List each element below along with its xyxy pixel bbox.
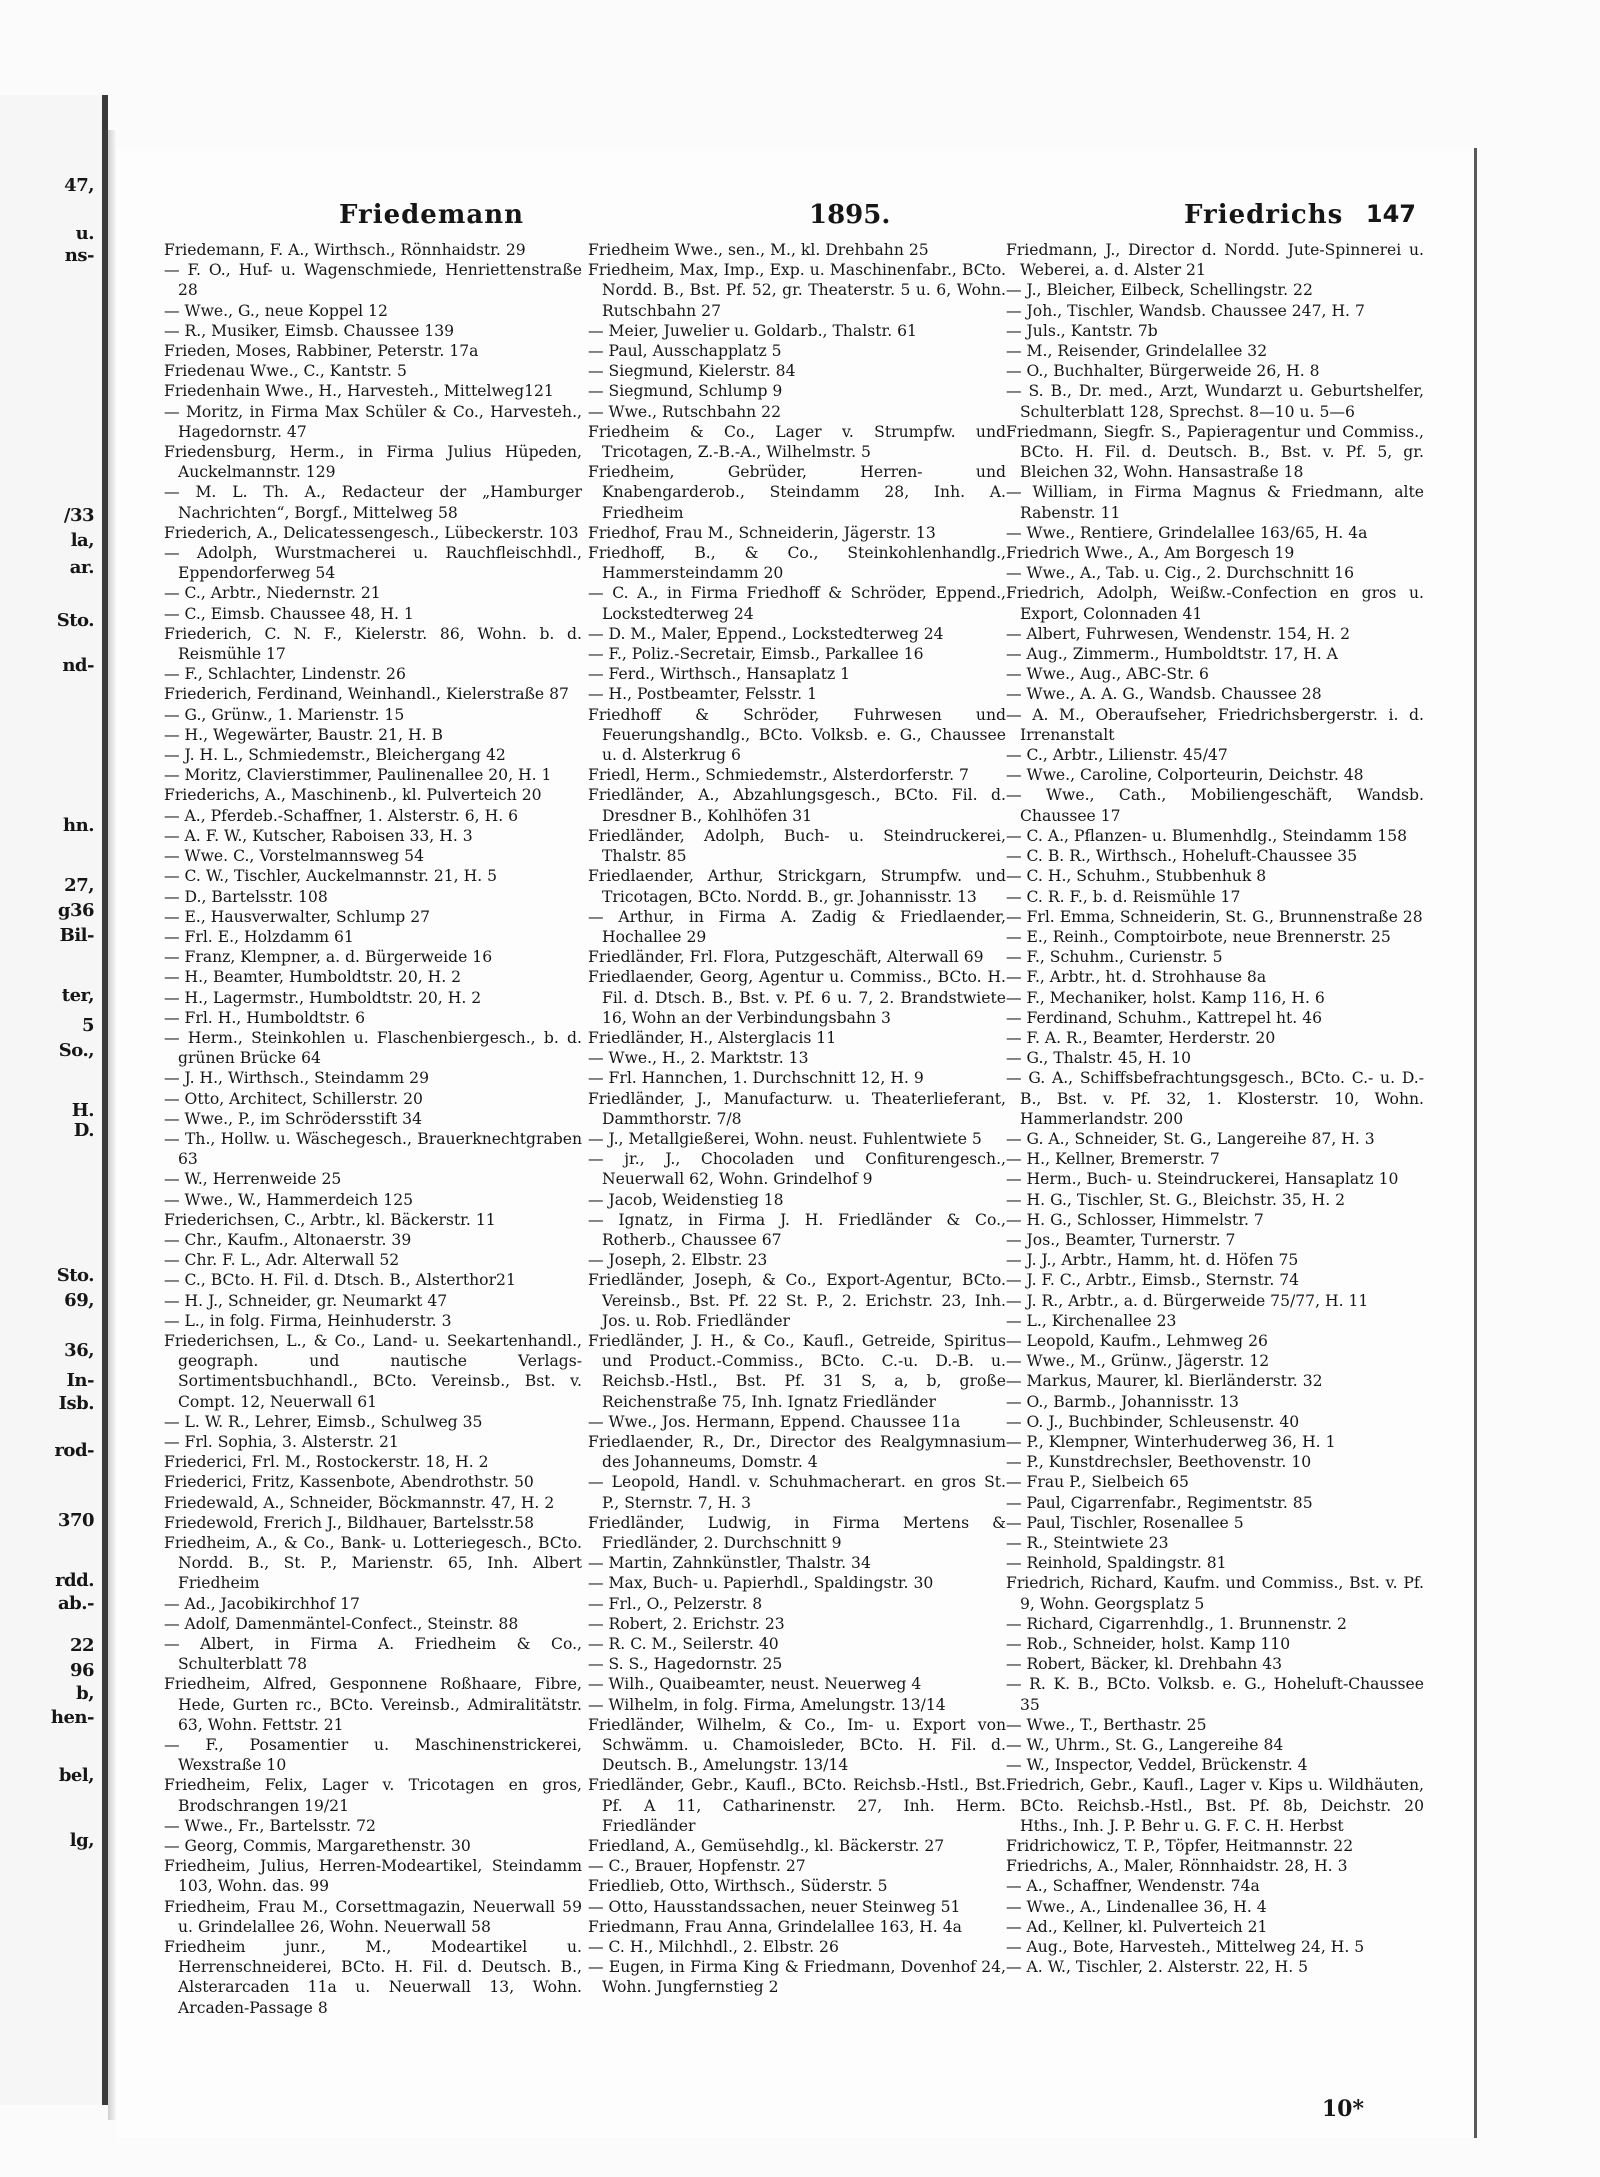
directory-entry: — William, in Firma Magnus & Friedmann, alte Rabenstr. 11 [1006,483,1424,522]
directory-entry: — C. H., Milchhdl., 2. Elbstr. 26 [588,1938,839,1957]
previous-page-fragment: 370 [57,1510,94,1531]
directory-entry: — Otto, Architect, Schillerstr. 20 [164,1089,423,1108]
previous-page-fragment: 69, [64,1290,94,1311]
directory-entry: — Wwe., P., im Schrödersstift 34 [164,1109,423,1128]
previous-page-fragment: Sto. [56,1265,94,1286]
previous-page-fragment: hn. [63,815,94,836]
previous-page-fragment: la, [70,530,94,551]
previous-page-fragment: bel, [58,1765,94,1786]
previous-page-fragment: Sto. [56,610,94,631]
directory-entry: — Reinhold, Spaldingstr. 81 [1006,1554,1227,1573]
previous-page-fragment: Bil- [59,925,94,946]
directory-entry: Friedheim, Frau M., Corsettmagazin, Neuerwall 59 u. Grindelallee 26, Wohn. Neuerwall 58 [164,1897,582,1936]
directory-entry: — C. A., Pflanzen- u. Blumenhdlg., Steindamm 158 [1006,826,1408,845]
directory-entry: — Frl. H., Humboldtstr. 6 [164,1008,366,1027]
directory-entry: — Wwe., T., Berthastr. 25 [1006,1715,1207,1734]
previous-page-fragment: 36, [64,1340,94,1361]
directory-entry: Friedheim, A., & Co., Bank- u. Lotteriegesch., BCto. Nordd. B., St. P., Marienstr. 65, Inh. Albert Friedheim [164,1534,582,1593]
directory-entry: — C. A., in Firma Friedhoff & Schröder, Eppend., Lockstedterweg 24 [588,584,1006,623]
directory-entry: — J. F. C., Arbtr., Eimsb., Sternstr. 74 [1006,1271,1300,1290]
directory-entry: Friederich, C. N. F., Kielerstr. 86, Wohn. b. d. Reismühle 17 [164,624,582,664]
previous-page-fragment: 27, [64,875,94,896]
directory-entry: — Markus, Maurer, kl. Bierländerstr. 32 [1006,1372,1323,1391]
directory-entry: — F., Posamentier u. Maschinenstrickerei, Wexstraße 10 [164,1736,582,1775]
previous-page-fragment: 22 [69,1635,94,1656]
directory-entry: Friedländer, Wilhelm, & Co., Im- u. Export von Schwämm. u. Chamoisleder, BCto. H. Fil. d. Deutsch. B., Amelungstr. 13/14 [588,1715,1006,1775]
header-right-catchword: Friedrichs [1184,200,1344,230]
directory-entry: — S. S., Hagedornstr. 25 [588,1655,783,1674]
previous-page-fragment: ab.- [58,1593,94,1614]
directory-entry: — A. M., Oberaufseher, Friedrichsbergerstr. i. d. Irrenanstalt [1006,705,1424,744]
directory-entry: — Georg, Commis, Margarethenstr. 30 [164,1837,471,1856]
directory-entry: — Wilhelm, in folg. Firma, Amelungstr. 13/14 [588,1695,946,1714]
directory-entry: — Wwe., Rutschbahn 22 [588,402,782,421]
directory-entry: Friedheim, Alfred, Gesponnene Roßhaare, Fibre, Hede, Gurten rc., BCto. Vereinsb., Admiralitätstr. 63, Wohn. Fettstr. 21 [164,1675,582,1734]
directory-entry: — Ferdinand, Schuhm., Kattrepel ht. 46 [1006,1008,1323,1027]
previous-page-fragment: lg, [69,1830,94,1851]
directory-entry: — Wwe., Fr., Bartelsstr. 72 [164,1816,376,1835]
directory-entry: — L. W. R., Lehrer, Eimsb., Schulweg 35 [164,1412,483,1431]
previous-page-fragment: rdd. [55,1570,94,1591]
page-header [164,200,1434,236]
directory-entry: Frieden, Moses, Rabbiner, Peterstr. 17a [164,342,479,361]
directory-entry: Friedhoff, B., & Co., Steinkohlenhandlg., Hammersteindamm 20 [588,544,1006,583]
previous-page-fragment: 96 [69,1660,94,1681]
directory-entry: — Siegmund, Kielerstr. 84 [588,362,796,381]
directory-entry: — J. J., Arbtr., Hamm, ht. d. Höfen 75 [1006,1251,1299,1270]
directory-entry: — R. C. M., Seilerstr. 40 [588,1635,779,1654]
directory-entry: — C., Brauer, Hopfenstr. 27 [588,1857,806,1876]
directory-entry: Friedlaender, Georg, Agentur u. Commiss., BCto. H. Fil. d. Dtsch. B., Bst. v. Pf. 6 u. 7, 2. Brandstwiete 16, Wohn an der Verbindungsbahn 3 [588,968,1006,1027]
directory-entry: — Th., Hollw. u. Wäschegesch., Brauerknechtgraben 63 [164,1129,582,1169]
directory-entry: — R., Musiker, Eimsb. Chaussee 139 [164,321,455,340]
directory-entry: — Eugen, in Firma King & Friedmann, Dovenhof 24, Wohn. Jungfernstieg 2 [588,1958,1006,1997]
directory-entry: — Robert, 2. Erichstr. 23 [588,1614,785,1633]
directory-entry: — C., Arbtr., Lilienstr. 45/47 [1006,746,1228,765]
directory-entry: — Frau P., Sielbeich 65 [1006,1473,1189,1492]
directory-entry: — Wwe., Aug., ABC-Str. 6 [1006,665,1209,684]
previous-page-fragment: rod- [54,1440,94,1461]
directory-entry: — L., in folg. Firma, Heinhuderstr. 3 [164,1311,452,1330]
directory-entry: Friedemann, F. A., Wirthsch., Rönnhaidstr. 29 [164,241,526,259]
directory-entry: — Ad., Kellner, kl. Pulverteich 21 [1006,1917,1268,1936]
directory-entry: — H., Lagermstr., Humboldtstr. 20, H. 2 [164,988,482,1007]
directory-entry: — Wwe., M., Grünw., Jägerstr. 12 [1006,1352,1270,1371]
directory-entry: Friedrich Wwe., A., Am Borgesch 19 [1006,544,1295,563]
directory-entry: — F., Schlachter, Lindenstr. 26 [164,665,406,684]
directory-entry: Friederici, Fritz, Kassenbote, Abendrothstr. 50 [164,1473,534,1492]
directory-entry: — Herm., Buch- u. Steindruckerei, Hansaplatz 10 [1006,1170,1399,1189]
directory-entry: — F., Poliz.-Secretair, Eimsb., Parkallee 16 [588,645,924,664]
directory-entry: Friedl, Herm., Schmiedemstr., Alsterdorferstr. 7 [588,766,969,785]
entries-column-3 [1006,240,1424,1977]
directory-entry: — F. A. R., Beamter, Herderstr. 20 [1006,1028,1276,1047]
directory-entry: — Franz, Klempner, a. d. Bürgerweide 16 [164,948,493,967]
directory-entry: — M. L. Th. A., Redacteur der „Hamburger Nachrichten“, Borgf., Mittelweg 58 [164,483,582,522]
directory-entry: Friedhof, Frau M., Schneiderin, Jägerstr. 13 [588,523,936,542]
directory-entry: Friedenau Wwe., C., Kantstr. 5 [164,362,407,381]
directory-entry: Friedlaender, Arthur, Strickgarn, Strumpfw. und Tricotagen, BCto. Nordd. B., gr. Johannisstr. 13 [588,867,1006,906]
previous-page-fragment: Isb. [58,1393,94,1414]
directory-entry: Friedensburg, Herm., in Firma Julius Hüpeden, Auckelmannstr. 129 [164,443,582,482]
directory-entry: — S. B., Dr. med., Arzt, Wundarzt u. Geburtshelfer, Schulterblatt 128, Sprechst. 8—10 u. 5—6 [1006,382,1424,421]
directory-entry: — Paul, Cigarrenfabr., Regimentstr. 85 [1006,1493,1313,1512]
directory-entry: — Leopold, Handl. v. Schuhmacherart. en gros St. P., Sternstr. 7, H. 3 [588,1473,1006,1512]
previous-page-fragment: ar. [69,557,94,578]
directory-entry: — Joseph, 2. Elbstr. 23 [588,1251,768,1270]
directory-entry: — C., Eimsb. Chaussee 48, H. 1 [164,604,414,623]
directory-entry: — C. R. F., b. d. Reismühle 17 [1006,887,1241,906]
previous-page-edge [0,95,108,2105]
directory-entry: — Wwe., A., Tab. u. Cig., 2. Durchschnitt 16 [1006,564,1355,583]
directory-entry: — L., Kirchenallee 23 [1006,1311,1177,1330]
previous-page-fragment: ns- [64,245,94,266]
previous-page-fragment: In- [66,1370,94,1391]
directory-entry: — Rob., Schneider, holst. Kamp 110 [1006,1635,1291,1654]
directory-entry: Friedländer, H., Alsterglacis 11 [588,1028,837,1047]
directory-entry: — C., BCto. H. Fil. d. Dtsch. B., Alsterthor21 [164,1271,516,1290]
directory-entry: — H., Postbeamter, Felsstr. 1 [588,685,818,704]
directory-entry: — W., Uhrm., St. G., Langereihe 84 [1006,1736,1284,1755]
directory-entry: — E., Hausverwalter, Schlump 27 [164,907,431,926]
directory-entry: — Aug., Bote, Harvesteh., Mittelweg 24, H. 5 [1006,1938,1365,1957]
directory-entry: — Albert, Fuhrwesen, Wendenstr. 154, H. 2 [1006,624,1351,643]
directory-entry: — Juls., Kantstr. 7b [1006,321,1158,340]
directory-entry: — Wwe., Cath., Mobiliengeschäft, Wandsb. Chaussee 17 [1006,786,1424,825]
directory-entry: — J., Bleicher, Eilbeck, Schellingstr. 22 [1006,281,1313,300]
directory-entry: — H. J., Schneider, gr. Neumarkt 47 [164,1291,448,1310]
directory-entry: — Wwe., A., Lindenallee 36, H. 4 [1006,1897,1267,1916]
directory-entry: — Otto, Hausstandssachen, neuer Steinweg 51 [588,1897,961,1916]
directory-entry: — J., Metallgießerei, Wohn. neust. Fuhlentwiete 5 [588,1129,982,1148]
directory-entry: — Wwe. C., Vorstelmannsweg 54 [164,847,424,866]
directory-entry: — Albert, in Firma A. Friedheim & Co., Schulterblatt 78 [164,1635,582,1674]
directory-entry: — Wwe., Jos. Hermann, Eppend. Chaussee 11a [588,1412,961,1431]
directory-page [116,148,1477,2138]
directory-entry: — Ferd., Wirthsch., Hansaplatz 1 [588,665,851,684]
directory-entry: — Leopold, Kaufm., Lehmweg 26 [1006,1331,1268,1350]
directory-entry: — Arthur, in Firma A. Zadig & Friedlaender, Hochallee 29 [588,907,1006,946]
directory-entry: — Chr., Kaufm., Altonaerstr. 39 [164,1230,412,1249]
previous-page-fragment: ter, [61,985,94,1006]
directory-entry: — Ad., Jacobikirchhof 17 [164,1594,360,1613]
directory-entry: Friedmann, J., Director d. Nordd. Jute-Spinnerei u. Weberei, a. d. Alster 21 [1006,241,1424,280]
directory-entry: — P., Klempner, Winterhuderweg 36, H. 1 [1006,1432,1336,1451]
directory-entry: Friedewold, Frerich J., Bildhauer, Bartelsstr.58 [164,1513,535,1532]
directory-entry: — H., Wegewärter, Baustr. 21, H. B [164,725,443,744]
directory-entry: Friedland, A., Gemüsehdlg., kl. Bäckerstr. 27 [588,1837,945,1856]
directory-entry: Friedländer, J. H., & Co., Kaufl., Getreide, Spiritus und Product.-Commiss., BCto. C.-u. D.-B. u. Reichsb.-Hstl., Bst. Pf. 31 S, a, b, große Reichenstraße 75, Inh. Ignatz Friedländer [588,1331,1006,1411]
directory-entry: Friedheim junr., M., Modeartikel u. Herrenschneiderei, BCto. H. Fil. d. Deutsch. B., Alsterarcaden 11a u. Neuerwall 13, Wohn. Arcaden-Passage 8 [164,1938,582,2017]
directory-entry: — A. W., Tischler, 2. Alsterstr. 22, H. 5 [1006,1958,1309,1977]
directory-entry: — R. K. B., BCto. Volksb. e. G., Hoheluft-Chaussee 35 [1006,1675,1424,1714]
directory-entry: Friederici, Frl. M., Rostockerstr. 18, H. 2 [164,1453,489,1472]
directory-entry: — J. R., Arbtr., a. d. Bürgerweide 75/77, H. 11 [1006,1291,1369,1310]
previous-page-fragment: 5 [81,1015,94,1036]
directory-entry: Friedheim, Gebrüder, Herren- und Knabengarderob., Steindamm 28, Inh. A. Friedheim [588,463,1006,522]
directory-entry: — O., Barmb., Johannisstr. 13 [1006,1392,1239,1411]
directory-entry: — Wilh., Quaibeamter, neust. Neuerweg 4 [588,1675,922,1694]
directory-entry: — Joh., Tischler, Wandsb. Chaussee 247, H. 7 [1006,301,1365,320]
directory-entry: — Moritz, Clavierstimmer, Paulinenallee 20, H. 1 [164,766,552,785]
directory-entry: — G., Grünw., 1. Marienstr. 15 [164,705,405,724]
directory-entry: — Jacob, Weidenstieg 18 [588,1190,784,1209]
directory-entry: — jr., J., Chocoladen und Confiturengesch., Neuerwall 62, Wohn. Grindelhof 9 [588,1150,1006,1189]
directory-entry: — Moritz, in Firma Max Schüler & Co., Harvesteh., Hagedornstr. 47 [164,402,582,441]
book-gutter [108,130,116,2120]
directory-entry: — J. H., Wirthsch., Steindamm 29 [164,1069,429,1088]
directory-entry: — G. A., Schneider, St. G., Langereihe 87, H. 3 [1006,1129,1375,1148]
directory-entry: — C. H., Schuhm., Stubbenhuk 8 [1006,867,1267,886]
previous-page-fragment: H. [71,1100,94,1121]
directory-entry: Friedhoff & Schröder, Fuhrwesen und Feuerungshandlg., BCto. Volksb. e. G., Chaussee u. d. Alsterkrug 6 [588,705,1006,765]
directory-entry: Friedländer, A., Abzahlungsgesch., BCto. Fil. d. Dresdner B., Kohlhöfen 31 [588,786,1006,825]
directory-entry: Friedheim, Julius, Herren-Modeartikel, Steindamm 103, Wohn. das. 99 [164,1857,582,1896]
directory-entry: — E., Reinh., Comptoirbote, neue Brennerstr. 25 [1006,927,1391,946]
directory-entry: Friedländer, Joseph, & Co., Export-Agentur, BCto. Vereinsb., Bst. Pf. 22 St. P., 2. Erichstr. 23, Inh. Jos. u. Rob. Friedländer [588,1271,1006,1330]
directory-entry: Friedländer, Gebr., Kaufl., BCto. Reichsb.-Hstl., Bst. Pf. A 11, Catharinenstr. 27, Inh. Herm. Friedländer [588,1776,1006,1835]
directory-entry: — F. O., Huf- u. Wagenschmiede, Henriettenstraße 28 [164,261,582,300]
header-year: 1895. [809,200,891,230]
directory-entry: — Wwe., A. A. G., Wandsb. Chaussee 28 [1006,685,1322,704]
directory-entry: — Frl. Hannchen, 1. Durchschnitt 12, H. 9 [588,1069,924,1088]
directory-entry: — O., Buchhalter, Bürgerweide 26, H. 8 [1006,362,1320,381]
directory-entry: — Frl. Sophia, 3. Alsterstr. 21 [164,1432,399,1451]
directory-entry: — J. H. L., Schmiedemstr., Bleichergang 42 [164,746,506,765]
directory-entry: — A., Pferdeb.-Schaffner, 1. Alsterstr. 6, H. 6 [164,806,519,825]
directory-entry: Friedlaender, R., Dr., Director des Realgymnasium des Johanneums, Domstr. 4 [588,1432,1006,1472]
directory-entry: — Chr. F. L., Adr. Alterwall 52 [164,1251,400,1270]
directory-entry: — H., Beamter, Humboldtstr. 20, H. 2 [164,968,462,987]
directory-entry: — F., Schuhm., Curienstr. 5 [1006,948,1223,967]
previous-page-fragment: D. [73,1120,94,1141]
directory-entry: — G., Thalstr. 45, H. 10 [1006,1049,1192,1068]
directory-entry: — D. M., Maler, Eppend., Lockstedterweg 24 [588,624,944,643]
entries-column-1 [164,240,582,2018]
directory-entry: — Jos., Beamter, Turnerstr. 7 [1006,1230,1236,1249]
directory-entry: — H., Kellner, Bremerstr. 7 [1006,1150,1220,1169]
directory-entry: Friedheim, Felix, Lager v. Tricotagen en gros, Brodschrangen 19/21 [164,1776,582,1815]
directory-entry: Friedenhain Wwe., H., Harvesteh., Mittelweg121 [164,382,554,401]
previous-page-fragment: /33 [63,505,94,526]
directory-entry: Friederich, A., Delicatessengesch., Lübeckerstr. 103 [164,523,579,542]
directory-entry: — Siegmund, Schlump 9 [588,382,783,401]
directory-entry: — A. F. W., Kutscher, Raboisen 33, H. 3 [164,826,473,845]
directory-entry: — Adolph, Wurstmacherei u. Rauchfleischhdl., Eppendorferweg 54 [164,544,582,583]
directory-entry: — D., Bartelsstr. 108 [164,887,328,906]
directory-entry: — Ignatz, in Firma J. H. Friedländer & Co., Rotherb., Chaussee 67 [588,1210,1006,1249]
directory-entry: — R., Steintwiete 23 [1006,1534,1169,1552]
directory-entry: — Meier, Juwelier u. Goldarb., Thalstr. 61 [588,321,917,340]
directory-entry: — Frl., O., Pelzerstr. 8 [588,1594,763,1613]
directory-entry: — A., Schaffner, Wendenstr. 74a [1006,1877,1260,1896]
previous-page-fragment: g36 [57,900,94,921]
directory-entry: — Aug., Zimmerm., Humboldtstr. 17, H. A [1006,645,1338,664]
directory-entry: — Max, Buch- u. Papierhdl., Spaldingstr. 30 [588,1574,934,1593]
directory-entry: — C. W., Tischler, Auckelmannstr. 21, H. 5 [164,867,498,886]
directory-entry: — W., Herrenweide 25 [164,1170,342,1189]
directory-entry: — Adolf, Damenmäntel-Confect., Steinstr. 88 [164,1614,519,1633]
directory-entry: — C., Arbtr., Niedernstr. 21 [164,584,381,603]
directory-entry: Friedlieb, Otto, Wirthsch., Süderstr. 5 [588,1877,888,1896]
directory-entry: — Wwe., G., neue Koppel 12 [164,301,388,320]
directory-entry: — F., Mechaniker, holst. Kamp 116, H. 6 [1006,988,1325,1007]
directory-entry: Friedländer, J., Manufacturw. u. Theaterlieferant, Dammthorstr. 7/8 [588,1089,1006,1128]
directory-entry: Friederichs, A., Maschinenb., kl. Pulverteich 20 [164,786,542,805]
previous-page-fragment: nd- [62,655,94,676]
directory-entry: — H. G., Schlosser, Himmelstr. 7 [1006,1210,1264,1229]
directory-entry: — Wwe., H., 2. Marktstr. 13 [588,1049,809,1068]
directory-entry: Friedländer, Adolph, Buch- u. Steindruckerei, Thalstr. 85 [588,826,1006,866]
directory-entry: — G. A., Schiffsbefrachtungsgesch., BCto. C.- u. D.-B., Bst. v. Pf. 32, 1. Klosterstr. 10, Wohn. Hammerlandstr. 200 [1006,1069,1424,1128]
directory-entry: Friedewald, A., Schneider, Böckmannstr. 47, H. 2 [164,1493,555,1512]
directory-entry: Friederich, Ferdinand, Weinhandl., Kielerstraße 87 [164,685,569,704]
previous-page-fragment: hen- [50,1707,94,1728]
directory-entry: — F., Arbtr., ht. d. Strohhause 8a [1006,968,1267,987]
directory-entry: — Paul, Ausschapplatz 5 [588,342,782,361]
directory-entry: — Herm., Steinkohlen u. Flaschenbiergesch., b. d. grünen Brücke 64 [164,1028,582,1068]
directory-entry: — O. J., Buchbinder, Schleusenstr. 40 [1006,1412,1300,1431]
directory-entry: — C. B. R., Wirthsch., Hoheluft-Chaussee 35 [1006,847,1358,866]
directory-entry: — Frl. Emma, Schneiderin, St. G., Brunnenstraße 28 [1006,907,1423,926]
directory-entry: Friedrich, Gebr., Kaufl., Lager v. Kips u. Wildhäuten, BCto. Reichsb.-Hstl., Bst. Pf. 8b, Deichstr. 20 Hths., Inh. J. P. Behr u. G. F. C. H. Herbst [1006,1776,1424,1835]
directory-entry: — P., Kunstdrechsler, Beethovenstr. 10 [1006,1453,1312,1472]
previous-page-fragment: b, [76,1683,94,1704]
directory-entry: — Richard, Cigarrenhdlg., 1. Brunnenstr. 2 [1006,1614,1347,1633]
directory-entry: Friedheim, Max, Imp., Exp. u. Maschinenfabr., BCto. Nordd. B., Bst. Pf. 52, gr. Theaterstr. 5 u. 6, Wohn. Rutschbahn 27 [588,261,1006,320]
directory-entry: — Wwe., W., Hammerdeich 125 [164,1190,414,1209]
entries-column-2 [588,240,1006,1998]
directory-entry: Friedmann, Frau Anna, Grindelallee 163, H. 4a [588,1917,962,1936]
directory-entry: Friedrichs, A., Maler, Rönnhaidstr. 28, H. 3 [1006,1857,1348,1876]
page-number: 147 [1365,200,1416,228]
directory-entry: Friedrich, Richard, Kaufm. und Commiss., Bst. v. Pf. 9, Wohn. Georgsplatz 5 [1006,1574,1424,1613]
previous-page-fragment: u. [75,223,94,244]
directory-entry: — Frl. E., Holzdamm 61 [164,927,354,946]
directory-entry: Friederichsen, C., Arbtr., kl. Bäckerstr. 11 [164,1210,496,1229]
directory-entry: — Wwe., Caroline, Colporteurin, Deichstr. 48 [1006,766,1364,785]
directory-entry: Friedheim Wwe., sen., M., kl. Drehbahn 25 [588,241,929,259]
directory-entry: — Robert, Bäcker, kl. Drehbahn 43 [1006,1655,1283,1674]
header-left-catchword: Friedemann [339,200,525,230]
signature-mark: 10* [1321,2096,1364,2122]
directory-entry: Friedrich, Adolph, Weißw.-Confection en gros u. Export, Colonnaden 41 [1006,584,1424,623]
directory-entry: — M., Reisender, Grindelallee 32 [1006,342,1268,361]
directory-entry: Friedländer, Ludwig, in Firma Mertens & Friedländer, 2. Durchschnitt 9 [588,1513,1006,1552]
previous-page-fragment: 47, [64,175,94,196]
directory-entry: Friedheim & Co., Lager v. Strumpfw. und Tricotagen, Z.-B.-A., Wilhelmstr. 5 [588,422,1006,462]
directory-entry: Friedländer, Frl. Flora, Putzgeschäft, Alterwall 69 [588,948,984,967]
directory-entry: Fridrichowicz, T. P., Töpfer, Heitmannstr. 22 [1006,1837,1354,1856]
directory-entry: — H. G., Tischler, St. G., Bleichstr. 35, H. 2 [1006,1190,1346,1209]
directory-entry: — W., Inspector, Veddel, Brückenstr. 4 [1006,1756,1308,1775]
directory-entry: — Paul, Tischler, Rosenallee 5 [1006,1513,1244,1532]
directory-entry: Friedmann, Siegfr. S., Papieragentur und Commiss., BCto. H. Fil. d. Deutsch. B., Bst. v. Pf. 5, gr. Bleichen 32, Wohn. Hansastraße 18 [1006,422,1424,482]
directory-entry: — Wwe., Rentiere, Grindelallee 163/65, H. 4a [1006,523,1368,542]
previous-page-fragment: So., [58,1040,94,1061]
directory-entry: Friederichsen, L., & Co., Land- u. Seekartenhandl., geograph. und nautische Verlags-Sortimentsbuchhandl., BCto. Vereinsb., Bst. v. Compt. 12, Neuerwall 61 [164,1331,582,1411]
directory-entry: — Martin, Zahnkünstler, Thalstr. 34 [588,1554,871,1573]
